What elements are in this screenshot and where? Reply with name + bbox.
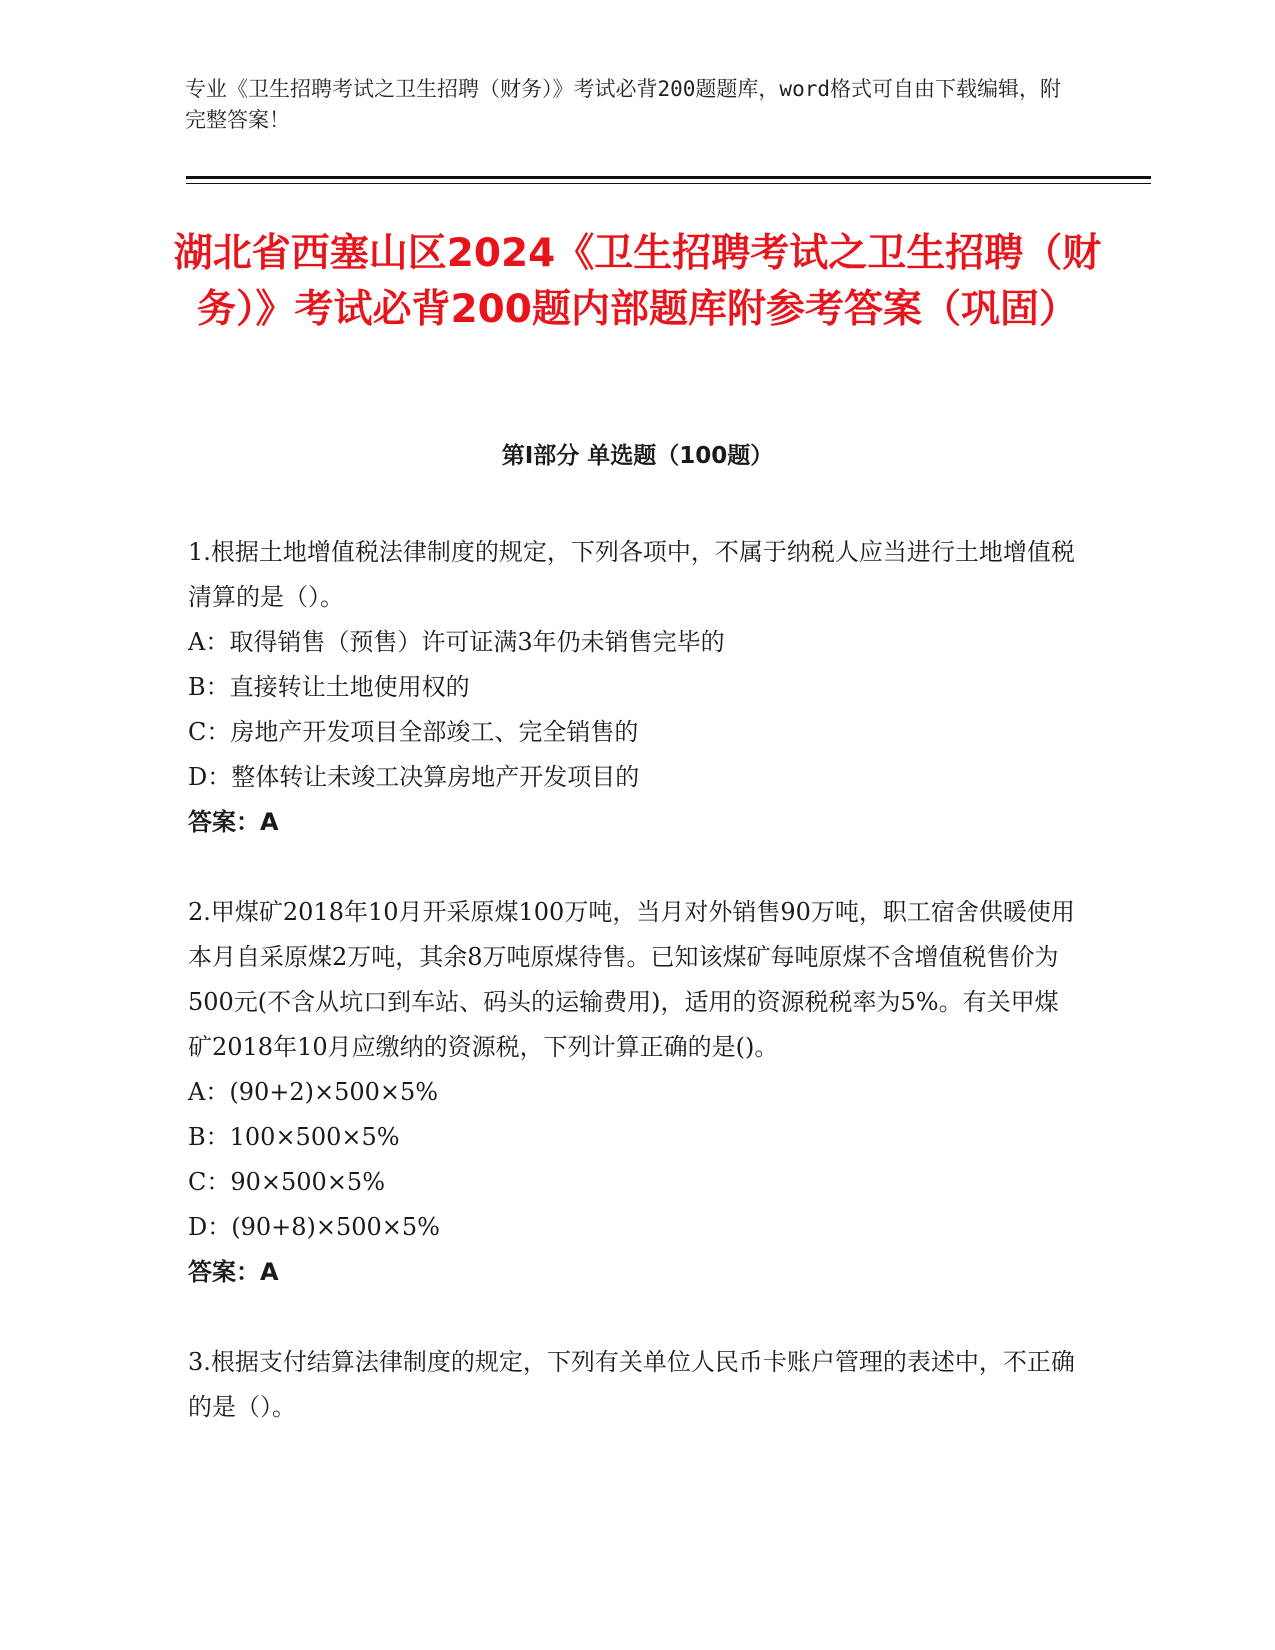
- option-a: A：(90+2)×500×5%: [188, 1078, 439, 1106]
- option-a: A：取得销售（预售）许可证满3年仍未销售完毕的: [188, 628, 725, 656]
- question-list: [188, 530, 1078, 1430]
- header-rule-thick: [186, 176, 1151, 179]
- question-stem: 3.根据支付结算法律制度的规定，下列有关单位人民币卡账户管理的表述中，不正确的是（）。: [188, 1348, 1075, 1421]
- answer-line: 答案：A: [188, 808, 279, 836]
- question-1: [188, 530, 1078, 845]
- option-d: D：(90+8)×500×5%: [188, 1213, 440, 1241]
- option-b: B：100×500×5%: [188, 1123, 400, 1151]
- question-stem: 1.根据土地增值税法律制度的规定，下列各项中，不属于纳税人应当进行土地增值税清算的是（）。: [188, 538, 1075, 611]
- question-3: [188, 1340, 1078, 1430]
- answer-line: 答案：A: [188, 1258, 279, 1286]
- option-d: D：整体转让未竣工决算房地产开发项目的: [188, 763, 640, 791]
- question-stem: 2.甲煤矿2018年10月开采原煤100万吨，当月对外销售90万吨，职工宿舍供暖使用本月自采原煤2万吨，其余8万吨原煤待售。已知该煤矿每吨原煤不含增值税售价为500元(不含从坑口到车站、码头的运输费用)，适用的资源税税率为5%。有关甲煤矿2018年10月应缴纳的资源税，下列计算正确的是()。: [188, 898, 1075, 1061]
- header-rule-thin: [186, 183, 1151, 184]
- spacer: [188, 845, 1078, 890]
- question-2: [188, 890, 1078, 1295]
- option-c: C：房地产开发项目全部竣工、完全销售的: [188, 718, 639, 746]
- spacer: [188, 1295, 1078, 1340]
- option-c: C：90×500×5%: [188, 1168, 386, 1196]
- document-title: 湖北省西塞山区2024《卫生招聘考试之卫生招聘（财务）》考试必背200题内部题库附参考答案（巩固）: [173, 231, 1102, 332]
- option-b: B：直接转让土地使用权的: [188, 673, 470, 701]
- section-heading: 第Ⅰ部分 单选题（100题）: [501, 443, 774, 469]
- intro-note: 专业《卫生招聘考试之卫生招聘（财务）》考试必背200题题库，word格式可自由下载编辑，附完整答案！: [185, 77, 1061, 132]
